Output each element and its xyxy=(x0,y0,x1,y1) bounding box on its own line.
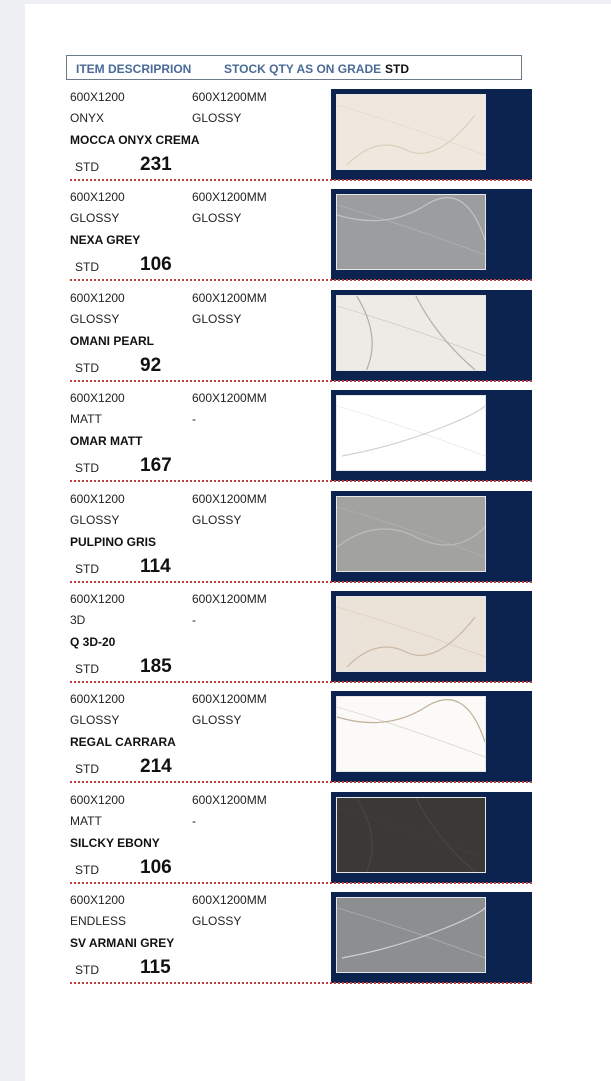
item-size: 600X1200 xyxy=(70,190,125,205)
tile-panel xyxy=(331,491,532,582)
item-size: 600X1200 xyxy=(70,290,125,305)
tile-panel xyxy=(331,390,532,481)
item-row xyxy=(70,186,534,286)
item-grade: STD xyxy=(75,963,99,978)
row-divider xyxy=(70,882,532,884)
item-size-mm: 600X1200MM xyxy=(192,792,267,807)
tile-image xyxy=(336,295,486,371)
item-qty: 92 xyxy=(140,354,162,376)
tile-image xyxy=(336,194,486,270)
tile-image xyxy=(336,897,486,973)
item-grade: STD xyxy=(75,360,99,375)
item-surface: GLOSSY xyxy=(192,311,242,326)
item-qty: 231 xyxy=(140,154,172,175)
item-surface: - xyxy=(192,412,196,427)
item-size-mm: 600X1200MM xyxy=(192,290,267,305)
item-size-mm: 600X1200MM xyxy=(192,893,267,908)
item-qty: 106 xyxy=(140,856,172,878)
item-size: 600X1200 xyxy=(70,491,125,506)
item-grade: STD xyxy=(75,762,99,777)
item-size-mm: 600X1200MM xyxy=(192,391,267,406)
item-name: SV ARMANI GREY xyxy=(70,936,175,951)
tile-swatch xyxy=(337,497,485,571)
item-size-mm: 600X1200MM xyxy=(192,190,267,205)
row-divider xyxy=(70,279,532,281)
item-name: Q 3D-20 xyxy=(70,635,116,649)
item-surface: GLOSSY xyxy=(192,914,242,929)
item-finish: 3D xyxy=(70,613,86,627)
item-finish: GLOSSY xyxy=(70,713,120,728)
item-size-mm: 600X1200MM xyxy=(192,692,267,707)
item-qty: 114 xyxy=(140,555,171,577)
row-divider xyxy=(70,781,532,783)
tile-image xyxy=(336,395,486,471)
item-qty: 185 xyxy=(140,656,172,677)
item-name: SILCKY EBONY xyxy=(70,835,160,850)
item-row xyxy=(70,86,534,186)
tile-panel xyxy=(331,290,532,381)
tile-swatch xyxy=(337,898,485,972)
item-finish: GLOSSY xyxy=(70,211,120,226)
tile-panel xyxy=(331,892,532,983)
item-grade: STD xyxy=(75,461,99,476)
item-size-mm: 600X1200MM xyxy=(192,592,267,606)
tile-swatch xyxy=(337,396,485,470)
item-row xyxy=(70,387,534,487)
tile-panel xyxy=(331,591,532,682)
item-finish: GLOSSY xyxy=(70,512,120,527)
tile-swatch xyxy=(337,597,485,671)
row-divider xyxy=(70,681,532,683)
row-divider xyxy=(70,480,532,482)
tile-swatch xyxy=(337,798,485,872)
item-size-mm: 600X1200MM xyxy=(192,491,267,506)
tile-swatch xyxy=(337,697,485,771)
tile-swatch xyxy=(337,195,485,269)
tile-swatch xyxy=(337,296,485,370)
item-name: MOCCA ONYX CREMA xyxy=(70,133,200,147)
row-divider xyxy=(70,380,532,382)
item-name: OMANI PEARL xyxy=(70,333,154,348)
stock-qty-header: STOCK QTY AS ON GRADE xyxy=(224,62,382,76)
item-size: 600X1200 xyxy=(70,792,125,807)
item-finish: MATT xyxy=(70,412,102,427)
item-grade: STD xyxy=(75,662,99,676)
item-qty: 115 xyxy=(140,957,171,979)
item-grade: STD xyxy=(75,862,99,877)
item-name: OMAR MATT xyxy=(70,434,143,449)
tile-panel xyxy=(331,89,532,180)
item-row xyxy=(70,488,534,588)
item-qty: 214 xyxy=(140,756,172,778)
item-grade: STD xyxy=(75,561,99,576)
item-finish: ENDLESS xyxy=(70,914,127,929)
tile-swatch xyxy=(337,95,485,169)
item-finish: MATT xyxy=(70,813,102,828)
tile-image xyxy=(336,596,486,672)
item-row xyxy=(70,287,534,387)
tile-image xyxy=(336,496,486,572)
tile-panel xyxy=(331,792,532,883)
item-row xyxy=(70,588,534,688)
tile-panel xyxy=(331,189,532,280)
table-header xyxy=(66,55,522,80)
item-size: 600X1200 xyxy=(70,692,125,707)
item-row xyxy=(70,688,534,788)
item-name: REGAL CARRARA xyxy=(70,735,176,750)
tile-image xyxy=(336,94,486,170)
tile-image xyxy=(336,696,486,772)
item-size: 600X1200 xyxy=(70,391,125,406)
row-divider xyxy=(70,179,532,181)
grade-header: STD xyxy=(385,62,409,76)
item-finish: GLOSSY xyxy=(70,311,120,326)
item-grade: STD xyxy=(75,160,99,174)
item-surface: GLOSSY xyxy=(192,111,242,125)
item-surface: - xyxy=(192,613,196,627)
tile-image xyxy=(336,797,486,873)
tile-panel xyxy=(331,691,532,782)
item-size: 600X1200 xyxy=(70,592,125,606)
item-surface: - xyxy=(192,813,196,828)
row-divider xyxy=(70,581,532,583)
catalog-page xyxy=(25,4,611,1081)
item-row xyxy=(70,889,534,989)
item-qty: 167 xyxy=(140,455,172,477)
item-name: NEXA GREY xyxy=(70,233,141,248)
item-size-mm: 600X1200MM xyxy=(192,90,267,104)
item-finish: ONYX xyxy=(70,111,105,125)
item-size: 600X1200 xyxy=(70,90,125,104)
item-size: 600X1200 xyxy=(70,893,125,908)
item-description-header: ITEM DESCRIPRION xyxy=(76,62,192,76)
item-surface: GLOSSY xyxy=(192,211,242,226)
item-row xyxy=(70,789,534,889)
row-divider xyxy=(70,982,532,984)
item-qty: 106 xyxy=(140,254,172,276)
item-surface: GLOSSY xyxy=(192,713,242,728)
item-grade: STD xyxy=(75,260,99,275)
item-name: PULPINO GRIS xyxy=(70,534,157,549)
item-surface: GLOSSY xyxy=(192,512,242,527)
